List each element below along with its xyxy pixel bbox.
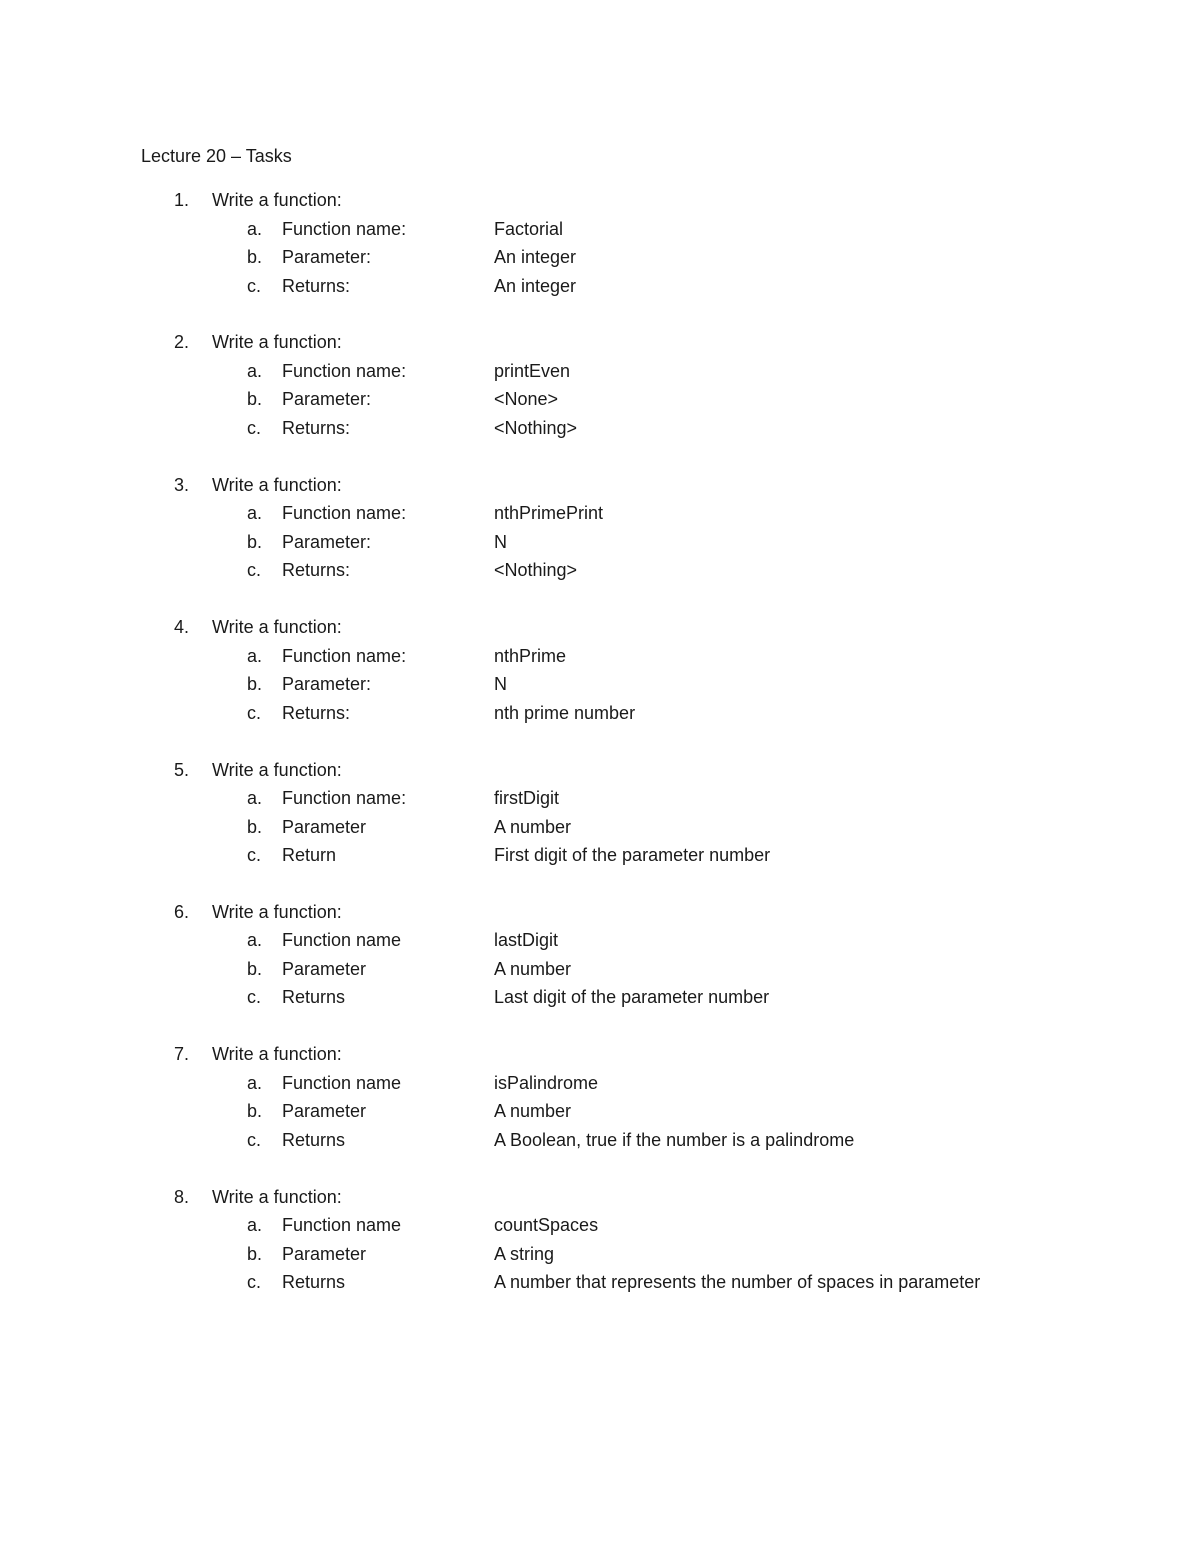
sub-item-letter: b. <box>247 816 263 837</box>
sub-item-letter: c. <box>247 1272 262 1293</box>
sub-item-value: An integer <box>494 275 577 296</box>
sub-item-value: Last digit of the parameter number <box>494 987 770 1008</box>
sub-item-value: A number <box>494 1101 572 1122</box>
sub-item-label: Function name <box>282 1215 402 1236</box>
sub-item-label: Function name: <box>282 218 407 239</box>
sub-item-letter: b. <box>247 247 263 267</box>
sub-item-value: N <box>494 531 507 552</box>
sub-item-letter: a. <box>247 503 263 524</box>
sub-item-value: N <box>494 674 507 695</box>
sub-item-letter: c. <box>247 417 262 438</box>
sub-item-label: Return <box>282 845 337 866</box>
task-list <box>0 188 1200 1327</box>
sub-item-letter: b. <box>247 389 263 410</box>
sub-item-letter: a. <box>247 930 263 951</box>
sub-item-value: A number <box>494 958 572 979</box>
sub-item-label: Function name: <box>282 788 407 809</box>
sub-item-value: isPalindrome <box>494 1072 599 1093</box>
sub-item-value: An integer <box>494 247 577 267</box>
sub-item-label: Returns <box>282 987 346 1008</box>
page-title: Lecture 20 – Tasks <box>141 146 292 166</box>
task-heading-text: Write a function: <box>212 759 342 780</box>
sub-item-label: Parameter <box>282 1101 367 1122</box>
sub-item-value: firstDigit <box>494 788 560 809</box>
task-heading-text: Write a function: <box>212 1186 342 1207</box>
sub-item-letter: c. <box>247 275 262 296</box>
task-item <box>0 330 1200 472</box>
task-heading-text: Write a function: <box>212 190 342 210</box>
sub-item-value: nthPrime <box>494 645 567 666</box>
sub-item-letter: c. <box>247 1129 262 1150</box>
sub-item-label: Returns: <box>282 417 351 438</box>
sub-item-letter: b. <box>247 531 263 552</box>
sub-item-label: Function name: <box>282 503 407 524</box>
sub-item-label: Function name: <box>282 645 407 666</box>
task-item <box>0 1042 1200 1184</box>
task-heading-text: Write a function: <box>212 617 342 638</box>
sub-item-value: lastDigit <box>494 930 559 951</box>
sub-item-letter: a. <box>247 218 263 239</box>
sub-item-letter: a. <box>247 360 263 381</box>
sub-item-label: Function name <box>282 1072 402 1093</box>
sub-item-value: nth prime number <box>494 702 636 723</box>
task-item <box>0 900 1200 1042</box>
task-heading-text: Write a function: <box>212 901 342 922</box>
sub-item-label: Returns: <box>282 275 351 296</box>
task-item <box>0 615 1200 757</box>
task-number: 8. <box>174 1186 190 1207</box>
sub-item-label: Returns <box>282 1272 346 1293</box>
sub-item-label: Parameter: <box>282 389 372 410</box>
sub-item-letter: a. <box>247 1072 263 1093</box>
sub-item-letter: b. <box>247 1101 263 1122</box>
sub-item-value: A number <box>494 816 572 837</box>
sub-item-value: First digit of the parameter number <box>494 845 771 866</box>
sub-item-label: Parameter: <box>282 247 372 267</box>
sub-item-letter: b. <box>247 958 263 979</box>
sub-item-value: printEven <box>494 360 571 381</box>
sub-item-label: Parameter <box>282 958 367 979</box>
sub-item-label: Parameter <box>282 816 367 837</box>
sub-item-label: Parameter: <box>282 674 372 695</box>
task-item <box>0 188 1200 330</box>
sub-item-letter: c. <box>247 560 262 581</box>
sub-item-value: <None> <box>494 389 559 410</box>
sub-item-letter: a. <box>247 1215 263 1236</box>
task-number: 6. <box>174 901 190 922</box>
sub-item-letter: c. <box>247 702 262 723</box>
task-number: 4. <box>174 617 190 638</box>
sub-item-letter: c. <box>247 987 262 1008</box>
task-number: 3. <box>174 474 190 495</box>
sub-item-label: Parameter <box>282 1243 367 1264</box>
sub-item-value: <Nothing> <box>494 560 578 581</box>
sub-item-label: Function name: <box>282 360 407 381</box>
sub-item-value: nthPrimePrint <box>494 503 604 524</box>
task-number: 1. <box>174 190 190 210</box>
task-heading-text: Write a function: <box>212 474 342 495</box>
sub-item-value: A number that represents the number of spaces in parameter <box>494 1272 981 1293</box>
sub-item-value: A Boolean, true if the number is a palindrome <box>494 1129 855 1150</box>
task-item <box>0 758 1200 900</box>
sub-item-label: Returns <box>282 1129 346 1150</box>
sub-item-value: A string <box>494 1243 555 1264</box>
task-item <box>0 1185 1200 1327</box>
sub-item-letter: a. <box>247 788 263 809</box>
task-item <box>0 473 1200 615</box>
sub-item-label: Parameter: <box>282 531 372 552</box>
sub-item-value: countSpaces <box>494 1215 599 1236</box>
sub-item-letter: b. <box>247 1243 263 1264</box>
task-heading-text: Write a function: <box>212 332 342 353</box>
sub-item-letter: a. <box>247 645 263 666</box>
sub-item-value: <Nothing> <box>494 417 578 438</box>
sub-item-value: Factorial <box>494 218 564 239</box>
task-number: 5. <box>174 759 190 780</box>
sub-item-letter: b. <box>247 674 263 695</box>
sub-item-label: Returns: <box>282 560 351 581</box>
task-number: 2. <box>174 332 190 353</box>
task-heading-text: Write a function: <box>212 1044 342 1065</box>
sub-item-label: Function name <box>282 930 402 951</box>
sub-item-label: Returns: <box>282 702 351 723</box>
task-number: 7. <box>174 1044 190 1065</box>
sub-item-letter: c. <box>247 845 262 866</box>
